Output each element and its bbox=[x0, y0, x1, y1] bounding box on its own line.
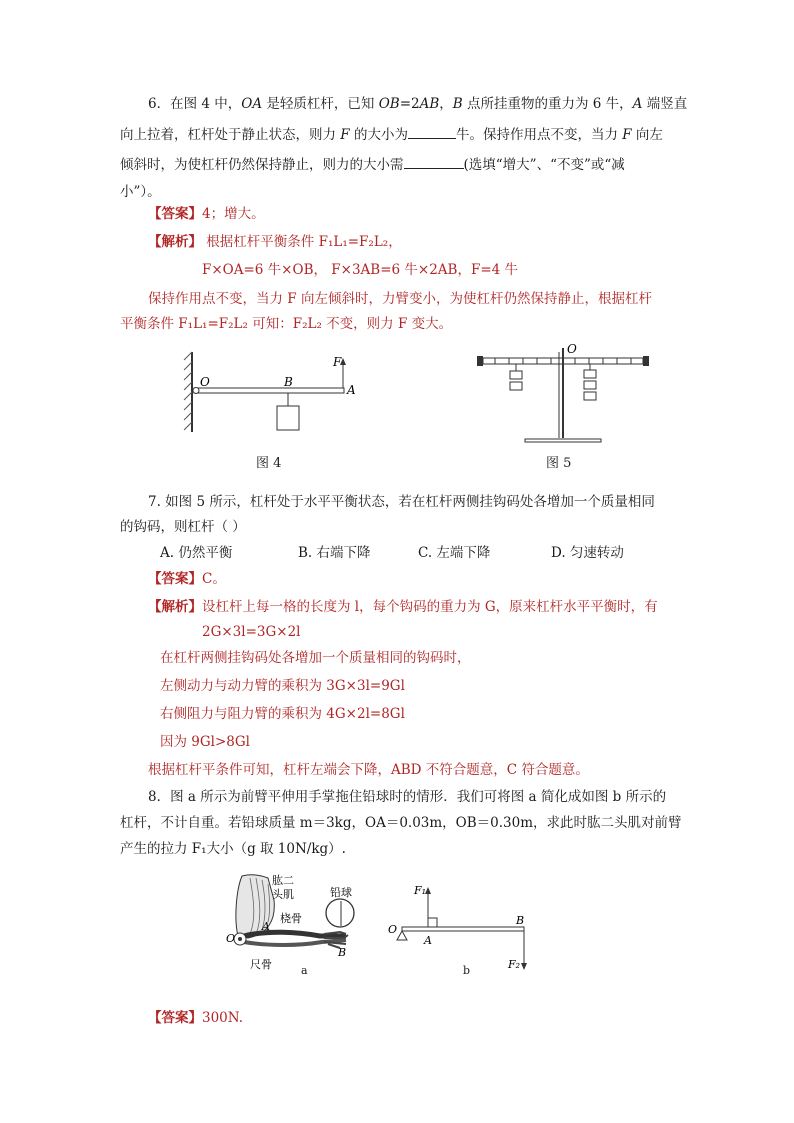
q7-line-1: 7. 如图 5 所示，杠杆处于水平平衡状态，若在杠杆两侧挂钩码处各增加一个质量相同 bbox=[148, 494, 655, 510]
q6-analysis-2: F×OA=6 牛×OB， F×3AB=6 牛×2AB，F=4 牛 bbox=[202, 262, 519, 278]
figb-label-f2: F₂ bbox=[508, 958, 521, 971]
q7-option-c: C. 左端下降 bbox=[418, 545, 491, 561]
fig5-label-o: O bbox=[567, 342, 577, 356]
figb-label-a: A bbox=[424, 934, 432, 947]
figure-5-balance bbox=[475, 342, 655, 447]
fig4-label-b: B bbox=[284, 375, 293, 389]
fig4-label-a: A bbox=[347, 383, 356, 397]
figa-label-radius: 桡骨 bbox=[280, 912, 302, 925]
q7-option-b: B. 右端下降 bbox=[298, 545, 371, 561]
fig4-label-o: O bbox=[200, 375, 210, 389]
q6-line-2: 向上拉着，杠杆处于静止状态，则力 F 的大小为 牛。保持作用点不变，当力 F 向左 bbox=[120, 124, 663, 145]
figa-label-ulna: 尺骨 bbox=[250, 958, 272, 971]
figure-4-caption: 图 4 bbox=[256, 456, 282, 471]
figure-b-caption: b bbox=[463, 964, 471, 977]
q7-analysis-5: 右侧阻力与阻力臂的乘积为 4G×2l=8Gl bbox=[160, 706, 405, 722]
q8-line-3: 产生的拉力 F₁大小（g 取 10N/kg）. bbox=[120, 841, 346, 857]
figa-label-ball: 铅球 bbox=[330, 886, 352, 899]
q7-analysis-4: 左侧动力与动力臂的乘积为 3G×3l=9Gl bbox=[160, 678, 405, 694]
q7-option-d: D. 匀速转动 bbox=[551, 545, 624, 561]
figa-label-o: O bbox=[226, 932, 236, 945]
answer-blank-1 bbox=[408, 124, 456, 139]
q8-answer: 【答案】300N. bbox=[148, 1010, 244, 1026]
figa-label-muscle-1: 肱二 bbox=[272, 874, 294, 887]
figure-b-lever bbox=[388, 880, 538, 975]
figa-label-muscle-2: 头肌 bbox=[272, 888, 294, 901]
q6-analysis-3: 保持作用点不变，当力 F 向左倾斜时，力臂变小，为使杠杆仍然保持静止，根据杠杆 bbox=[148, 291, 652, 307]
q7-line-2: 的钩码，则杠杆（ ） bbox=[120, 519, 246, 535]
figa-label-b: B bbox=[338, 946, 347, 959]
q6-analysis-1: 【解析】 根据杠杆平衡条件 F₁L₁=F₂L₂， bbox=[148, 234, 402, 250]
q6-line-3: 倾斜时，为使杠杆仍然保持静止，则力的大小需 (选填“增大”、“不变”或“减 bbox=[120, 154, 625, 175]
fig4-label-f: F bbox=[333, 355, 342, 369]
q7-analysis-7: 根据杠杆平条件可知，杠杆左端会下降，ABD 不符合题意，C 符合题意。 bbox=[148, 762, 589, 778]
q6-line-4: 小”）。 bbox=[120, 184, 161, 200]
figb-label-o: O bbox=[388, 923, 398, 936]
q6-answer: 【答案】4；增大。 bbox=[148, 206, 265, 222]
q7-analysis-1: 【解析】设杠杆上每一格的长度为 l，每个钩码的重力为 G，原来杠杆水平平衡时，有 bbox=[148, 599, 658, 615]
q8-line-2: 杠杆，不计自重。若铅球质量 m＝3kg，OA＝0.03m，OB＝0.30m，求此时肱二头肌对前臂 bbox=[120, 815, 682, 831]
figure-a-caption: a bbox=[301, 964, 308, 977]
figb-label-f1: F₁ bbox=[414, 884, 427, 897]
answer-blank-2 bbox=[404, 154, 464, 169]
q7-analysis-2: 2G×3l=3G×2l bbox=[202, 624, 301, 640]
figure-4-lever bbox=[180, 350, 380, 445]
q7-analysis-3: 在杠杆两侧挂钩码处各增加一个质量相同的钩码时， bbox=[160, 650, 471, 666]
figa-label-a: A bbox=[262, 920, 270, 933]
q6-analysis-4: 平衡条件 F₁L₁=F₂L₂ 可知：F₂L₂ 不变，则力 F 变大。 bbox=[120, 316, 453, 332]
q7-analysis-6: 因为 9Gl>8Gl bbox=[160, 734, 250, 750]
figure-5-caption: 图 5 bbox=[546, 456, 572, 471]
q8-line-1: 8．图 a 所示为前臂平伸用手掌拖住铅球时的情形．我们可将图 a 简化成如图 b 所示的 bbox=[148, 789, 667, 805]
q6-line-1: 6．在图 4 中，OA 是轻质杠杆，已知 OB=2AB，B 点所挂重物的重力为 6 牛，A 端竖直 bbox=[148, 96, 688, 112]
figb-label-b: B bbox=[516, 914, 525, 927]
q7-option-a: A. 仍然平衡 bbox=[160, 545, 233, 561]
q7-answer: 【答案】C。 bbox=[148, 571, 226, 587]
